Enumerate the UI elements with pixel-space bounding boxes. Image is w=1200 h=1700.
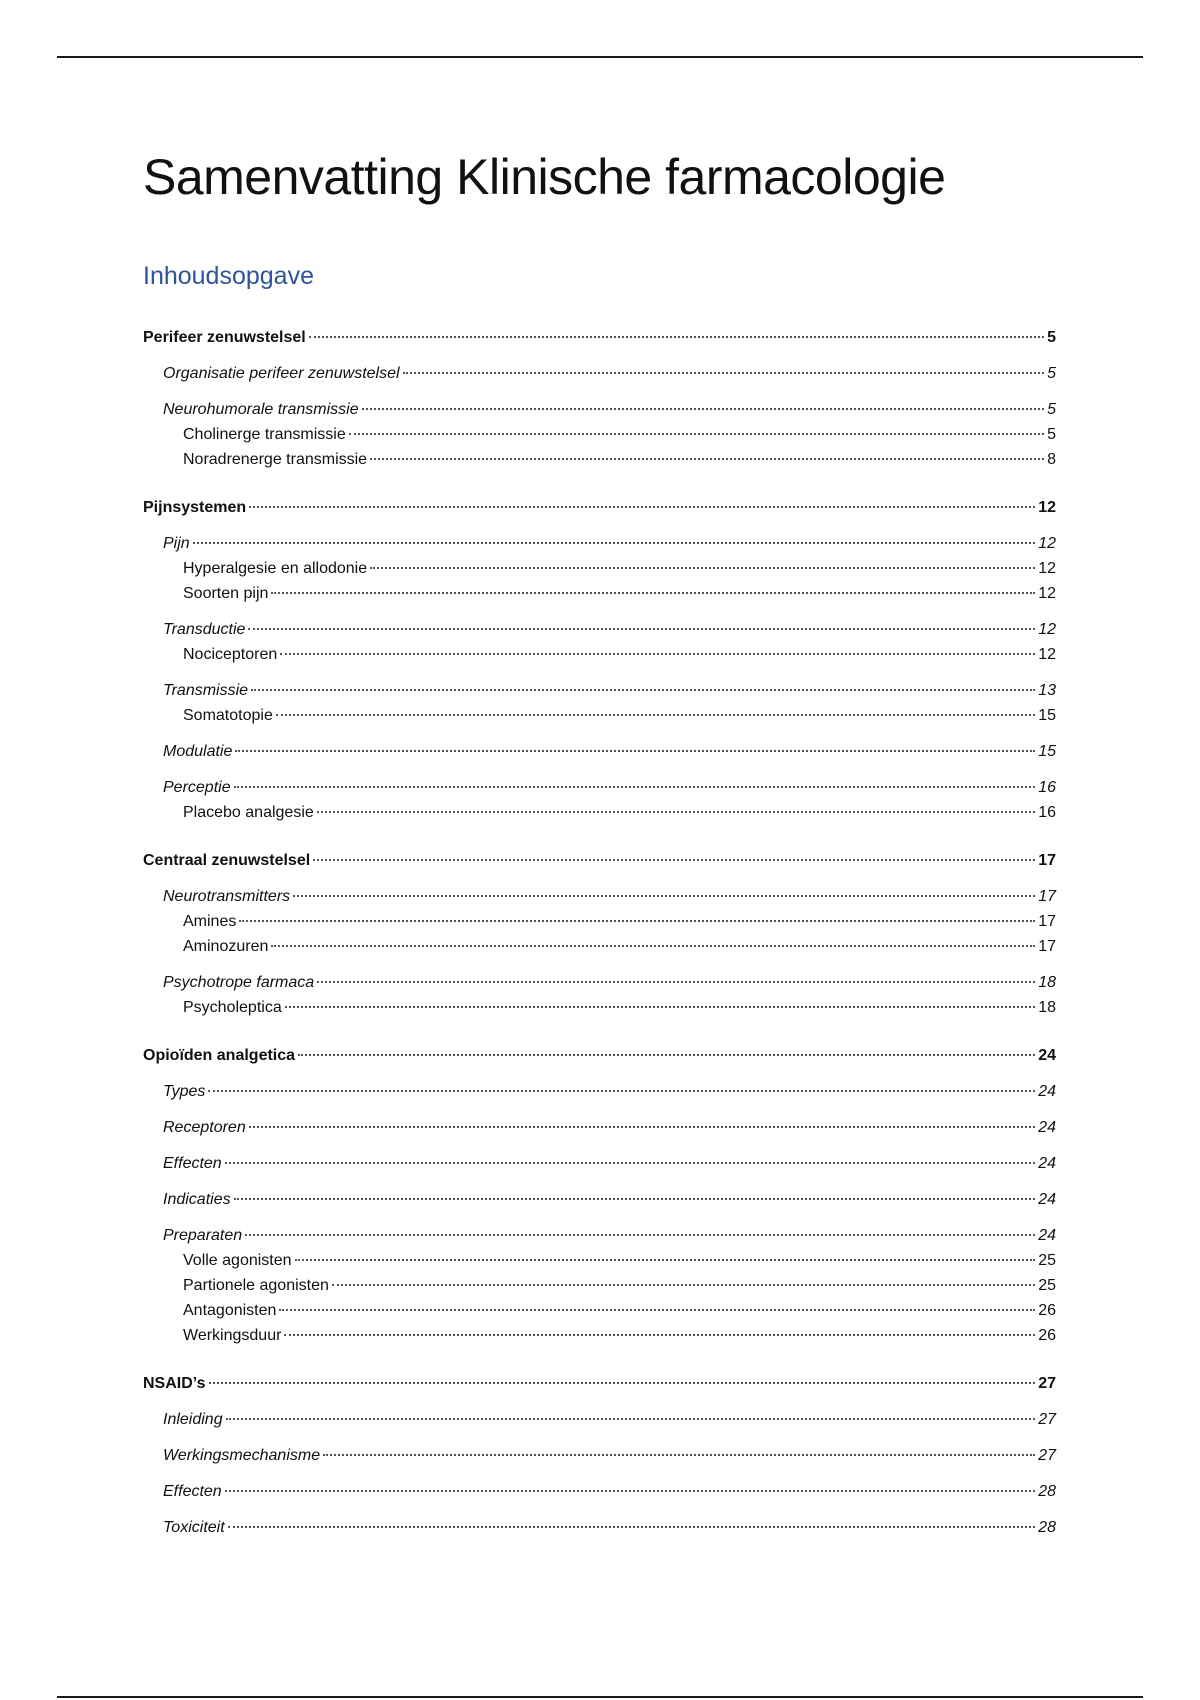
toc-entry[interactable] <box>143 422 1056 447</box>
dot-leader <box>193 542 1036 544</box>
toc-entry-page: 17 <box>1038 888 1056 905</box>
toc-entry-page: 16 <box>1038 804 1056 821</box>
dot-leader <box>349 433 1044 435</box>
dot-leader <box>209 1382 1036 1384</box>
toc-entry-page: 24 <box>1038 1155 1056 1172</box>
toc-entry[interactable] <box>143 1079 1056 1104</box>
toc-entry[interactable] <box>143 678 1056 703</box>
toc-entry[interactable] <box>143 1043 1056 1068</box>
toc-entry-page: 12 <box>1038 646 1056 663</box>
toc-entry-page: 18 <box>1038 974 1056 991</box>
dot-leader <box>234 786 1036 788</box>
document-title: Samenvatting Klinische farmacologie <box>143 149 946 205</box>
toc-entry[interactable] <box>143 703 1056 728</box>
toc-entry-label: NSAID’s <box>143 1375 206 1392</box>
toc-entry-page: 24 <box>1038 1227 1056 1244</box>
dot-leader <box>234 1198 1036 1200</box>
toc-entry-page: 27 <box>1038 1411 1056 1428</box>
dot-leader <box>235 750 1035 752</box>
toc-entry[interactable] <box>143 800 1056 825</box>
dot-leader <box>403 372 1045 374</box>
dot-leader <box>228 1526 1036 1528</box>
toc-entry-label: Neurotransmitters <box>163 888 291 905</box>
toc-entry-label: Soorten pijn <box>183 585 269 602</box>
header-rule <box>57 56 1143 58</box>
toc-entry-label: Pijn <box>163 535 190 552</box>
toc-entry[interactable] <box>143 1223 1056 1248</box>
toc-entry[interactable] <box>143 739 1056 764</box>
toc-entry-page: 5 <box>1047 426 1056 443</box>
toc-entry-label: Effecten <box>163 1483 222 1500</box>
toc-entry-page: 12 <box>1038 621 1056 638</box>
toc-entry-page: 15 <box>1038 707 1056 724</box>
toc-entry[interactable] <box>143 1479 1056 1504</box>
dot-leader <box>293 895 1035 897</box>
toc-entry-label: Preparaten <box>163 1227 243 1244</box>
toc-entry-label: Centraal zenuwstelsel <box>143 852 311 869</box>
dot-leader <box>298 1054 1035 1056</box>
toc-entry[interactable] <box>143 1443 1056 1468</box>
toc-entry-page: 18 <box>1038 999 1056 1016</box>
toc-entry[interactable] <box>143 397 1056 422</box>
toc-entry[interactable] <box>143 995 1056 1020</box>
toc-entry-label: Aminozuren <box>183 938 269 955</box>
toc-entry-page: 16 <box>1038 779 1056 796</box>
dot-leader <box>271 592 1035 594</box>
toc-entry-page: 12 <box>1038 585 1056 602</box>
toc-entry-label: Inleiding <box>163 1411 223 1428</box>
dot-leader <box>313 859 1035 861</box>
toc-entry-label: Indicaties <box>163 1191 231 1208</box>
dot-leader <box>249 1126 1035 1128</box>
toc-entry-page: 17 <box>1038 938 1056 955</box>
toc-entry-page: 12 <box>1038 535 1056 552</box>
toc-entry-label: Werkingsmechanisme <box>163 1447 321 1464</box>
dot-leader <box>251 689 1035 691</box>
dot-leader <box>225 1490 1036 1492</box>
toc-entry-label: Transductie <box>163 621 246 638</box>
toc-entry-label: Pijnsystemen <box>143 499 247 516</box>
toc-entry-page: 17 <box>1038 852 1056 869</box>
toc-entry-label: Types <box>163 1083 206 1100</box>
toc-entry[interactable] <box>143 884 1056 909</box>
toc-entry-label: Effecten <box>163 1155 222 1172</box>
toc-entry-label: Opioïden analgetica <box>143 1047 296 1064</box>
toc-entry[interactable] <box>143 495 1056 520</box>
toc-entry-label: Nociceptoren <box>183 646 278 663</box>
toc-entry-label: Toxiciteit <box>163 1519 225 1536</box>
toc-entry-label: Werkingsduur <box>183 1327 282 1344</box>
toc-entry-label: Partionele agonisten <box>183 1277 329 1294</box>
toc-entry[interactable] <box>143 1298 1056 1323</box>
toc-entry-page: 24 <box>1038 1047 1056 1064</box>
dot-leader <box>248 628 1035 630</box>
dot-leader <box>284 1334 1035 1336</box>
dot-leader <box>239 920 1035 922</box>
toc-entry-label: Noradrenerge transmissie <box>183 451 368 468</box>
toc-entry-label: Volle agonisten <box>183 1252 292 1269</box>
toc-entry-page: 12 <box>1038 499 1056 516</box>
dot-leader <box>317 811 1035 813</box>
dot-leader <box>362 408 1044 410</box>
dot-leader <box>285 1006 1035 1008</box>
toc-entry-label: Transmissie <box>163 682 249 699</box>
toc-entry-label: Somatotopie <box>183 707 273 724</box>
dot-leader <box>208 1090 1035 1092</box>
toc-entry-page: 24 <box>1038 1119 1056 1136</box>
toc-heading: Inhoudsopgave <box>143 262 314 290</box>
toc-entry-label: Receptoren <box>163 1119 246 1136</box>
dot-leader <box>276 714 1035 716</box>
toc-entry-page: 13 <box>1038 682 1056 699</box>
dot-leader <box>249 506 1035 508</box>
dot-leader <box>295 1259 1036 1261</box>
toc-entry-page: 17 <box>1038 913 1056 930</box>
toc-entry[interactable] <box>143 556 1056 581</box>
toc-entry-label: Antagonisten <box>183 1302 277 1319</box>
toc-entry-label: Cholinerge transmissie <box>183 426 346 443</box>
toc-entry[interactable] <box>143 909 1056 934</box>
toc-entry[interactable] <box>143 1187 1056 1212</box>
toc-entry-page: 5 <box>1047 365 1056 382</box>
toc-entry[interactable] <box>143 775 1056 800</box>
toc-entry[interactable] <box>143 642 1056 667</box>
toc-entry-page: 27 <box>1038 1447 1056 1464</box>
toc-entry-label: Perifeer zenuwstelsel <box>143 329 306 346</box>
toc-entry[interactable] <box>143 581 1056 606</box>
dot-leader <box>225 1162 1036 1164</box>
toc-entry-page: 28 <box>1038 1483 1056 1500</box>
dot-leader <box>245 1234 1035 1236</box>
toc-entry-page: 5 <box>1047 401 1056 418</box>
dot-leader <box>280 653 1035 655</box>
dot-leader <box>370 567 1035 569</box>
toc-entry-label: Psycholeptica <box>183 999 282 1016</box>
dot-leader <box>279 1309 1035 1311</box>
toc-entry[interactable] <box>143 848 1056 873</box>
toc-entry-label: Hyperalgesie en allodonie <box>183 560 368 577</box>
toc-entry-page: 27 <box>1038 1375 1056 1392</box>
toc-entry-page: 5 <box>1047 329 1056 346</box>
toc-entry[interactable] <box>143 1371 1056 1396</box>
dot-leader <box>370 458 1044 460</box>
toc-entry[interactable] <box>143 361 1056 386</box>
toc-entry[interactable] <box>143 970 1056 995</box>
toc-entry-page: 8 <box>1047 451 1056 468</box>
toc-entry[interactable] <box>143 531 1056 556</box>
toc-entry-page: 24 <box>1038 1083 1056 1100</box>
toc-entry[interactable] <box>143 1407 1056 1432</box>
toc-entry-page: 15 <box>1038 743 1056 760</box>
toc-entry-page: 25 <box>1038 1252 1056 1269</box>
toc-entry-label: Perceptie <box>163 779 231 796</box>
footer-rule <box>57 1696 1143 1698</box>
toc-entry[interactable] <box>143 325 1056 350</box>
dot-leader <box>317 981 1035 983</box>
toc-entry-page: 24 <box>1038 1191 1056 1208</box>
toc-entry[interactable] <box>143 1515 1056 1540</box>
toc-entry-page: 12 <box>1038 560 1056 577</box>
toc-entry[interactable] <box>143 617 1056 642</box>
toc-entry-page: 28 <box>1038 1519 1056 1536</box>
toc-entry[interactable] <box>143 1151 1056 1176</box>
dot-leader <box>323 1454 1035 1456</box>
toc-entry-label: Psychotrope farmaca <box>163 974 315 991</box>
toc-entry[interactable] <box>143 1323 1056 1348</box>
dot-leader <box>309 336 1044 338</box>
toc-entry-page: 25 <box>1038 1277 1056 1294</box>
toc-entry-label: Organisatie perifeer zenuwstelsel <box>163 365 400 382</box>
toc-entry[interactable] <box>143 1248 1056 1273</box>
dot-leader <box>226 1418 1036 1420</box>
toc-entry[interactable] <box>143 1115 1056 1140</box>
toc-entry-page: 26 <box>1038 1302 1056 1319</box>
toc-entry[interactable] <box>143 934 1056 959</box>
toc-entry-page: 26 <box>1038 1327 1056 1344</box>
dot-leader <box>332 1284 1035 1286</box>
dot-leader <box>271 945 1035 947</box>
toc-entry-label: Modulatie <box>163 743 233 760</box>
toc-entry[interactable] <box>143 447 1056 472</box>
toc-entry-label: Amines <box>183 913 237 930</box>
toc-entry[interactable] <box>143 1273 1056 1298</box>
toc-entry-label: Placebo analgesie <box>183 804 314 821</box>
table-of-contents <box>143 325 1056 1540</box>
toc-entry-label: Neurohumorale transmissie <box>163 401 359 418</box>
